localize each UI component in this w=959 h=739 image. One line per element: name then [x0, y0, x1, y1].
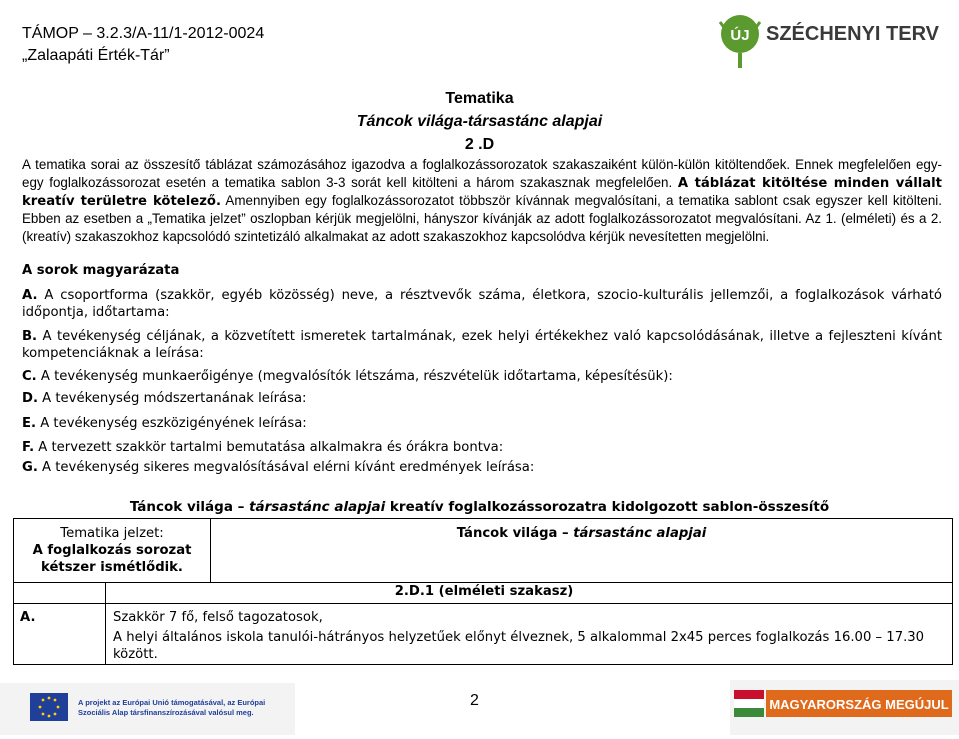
project-code: TÁMOP – 3.2.3/A-11/1-2012-0024: [22, 25, 265, 42]
topic-name-cell: Táncok világa – társastánc alapjai: [456, 526, 707, 541]
logo-badge: ÚJ: [730, 27, 750, 44]
page-number: 2: [470, 692, 479, 709]
logo-text: SZÉCHENYI TERV: [766, 23, 939, 45]
row-item-c: C. A tevékenység munkaerőigénye (megvalósítók létszáma, részvételük időtartama, képesítésük):: [22, 369, 673, 384]
eu-funding-banner: [0, 683, 295, 735]
table-row-letter: A.: [20, 610, 36, 625]
page-subtitle: Táncok világa-társastánc alapjai: [356, 113, 603, 130]
rows-explanation-heading: A sorok magyarázata: [22, 263, 180, 278]
intro-text-2: Amennyiben egy foglalkozássorozatot többször kívánnak megvalósítani, a tematika sablont csak egyszer kell kitölteni. Ebben az esetben a „Tematika jelzet” oszlopban kérjük megjelölni, hányszor kívánják az adott foglalkozássorozatot megvalósítani. Az 1. (elméleti) és a 2. (kreatív) szakaszokhoz kapcsolódó szintetizáló alkalmakat az adott szakaszokhoz kapcsolódva kérjük nevesítetten megjelölni.: [22, 193, 943, 244]
table-row-content: Szakkör 7 fő, felső tagozatosok, A helyi általános iskola tanulói-hátrányos helyzetűek előnyt élveznek, 5 alkalommal 2x45 perces foglalkozás 16.00 – 17.30 között.: [113, 610, 925, 662]
jelzet-value: A foglalkozás sorozat kétszer ismétlődik.: [32, 543, 192, 575]
row-item-a: A. A csoportforma (szakkör, egyéb közösség) neve, a résztvevők száma, életkora, szocio-kulturális jellemzői, a foglalkozások várható időpontja, időtartama:: [22, 288, 942, 320]
row-item-d: D. A tevékenység módszertanának leírása:: [22, 391, 307, 406]
jelzet-cell: [14, 525, 210, 576]
table-caption: Táncok világa – társastánc alapjai kreatív foglalkozássorozatra kidolgozott sablon-összesítő: [129, 499, 830, 515]
row-item-g: G. A tevékenység sikeres megvalósításával elérni kívánt eredmények leírása:: [22, 460, 535, 475]
hungarian-flag-icon: [734, 690, 764, 717]
project-name: „Zalaapáti Érték-Tár”: [22, 47, 170, 64]
section-code: 2 .D: [464, 136, 495, 153]
row-item-b: B. A tevékenység céljának, a közvetített ismeretek tartalmának, ezek helyi értékekhez való kapcsolódásának, illetve a fejleszteni kívánt kompetenciáknak a leírása:: [22, 329, 942, 361]
intro-paragraph: [22, 156, 942, 246]
eu-text-2: Szociális Alap társfinanszírozásával valósul meg.: [78, 708, 254, 717]
phase-label: 2.D.1 (elméleti szakasz): [394, 584, 574, 599]
intro-bold: A táblázat kitöltése minden vállalt kreatív területre kötelező.: [22, 176, 942, 209]
jelzet-label: Tematika jelzet:: [60, 526, 164, 541]
intro-text-1: A tematika sorai az összesítő táblázat számozásához igazodva a foglalkozássorozatok szakaszaiként külön-külön kitöltendőek. Ennek megfelelően egy-egy foglalkozássorozat esetén a tematika sablon 3-3 sorát kell kitölteni a három szakasznak megfelelően.: [22, 157, 942, 190]
page-title: Tematika: [445, 90, 514, 107]
row-item-f: F. A tervezett szakkör tartalmi bemutatása alkalmakra és órákra bontva:: [22, 440, 504, 455]
eu-text-1: A projekt az Európai Unió támogatásával, az Európai: [78, 698, 266, 707]
row-item-e: E. A tevékenység eszközigényének leírása:: [22, 416, 307, 431]
template-summary-table: [13, 518, 953, 665]
szechenyi-terv-logo: [718, 12, 943, 70]
magyarorszag-megujul-banner: [730, 680, 959, 735]
mm-text: MAGYARORSZÁG MEGÚJUL: [769, 697, 949, 712]
